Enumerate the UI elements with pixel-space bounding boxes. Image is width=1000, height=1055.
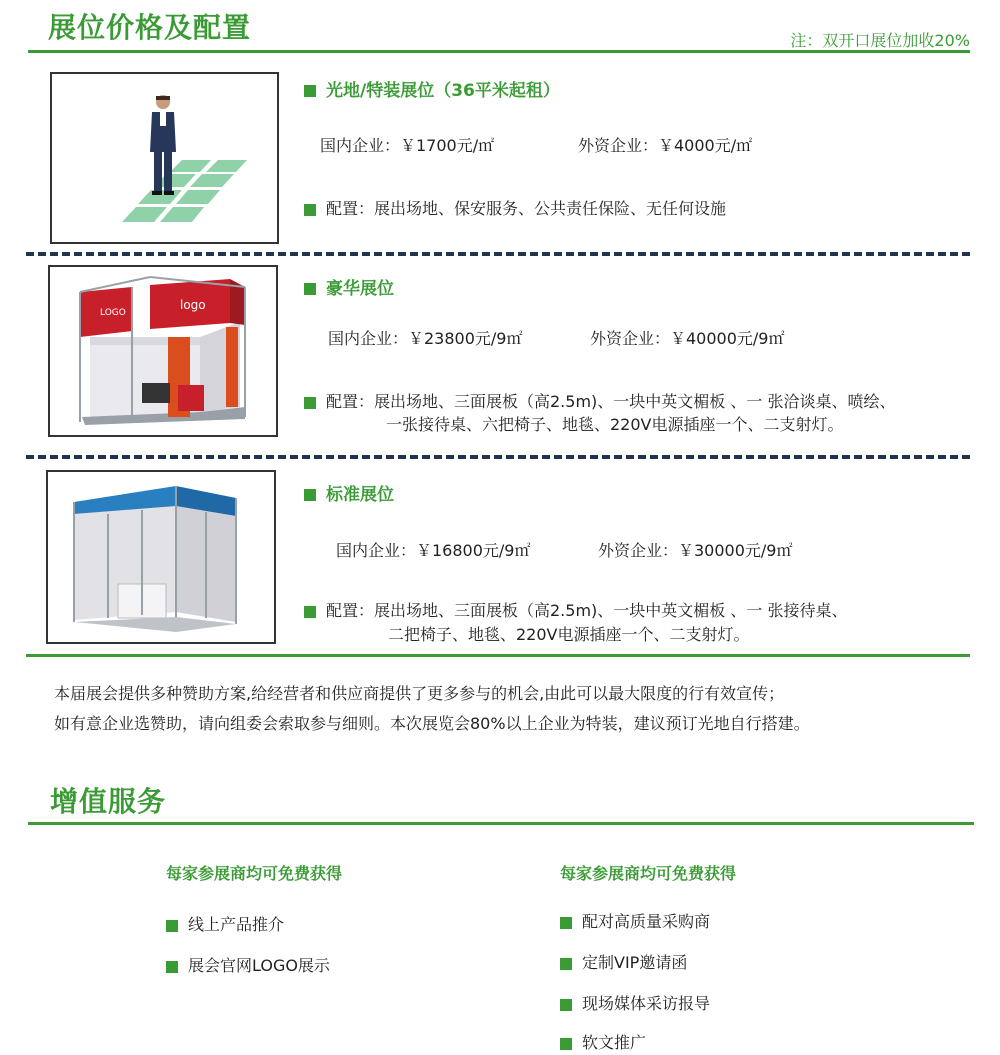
services-right-heading: 每家参展商均可免费获得: [560, 864, 737, 883]
booth-raw-space-title: 光地/特装展位（36平米起租）: [304, 76, 560, 101]
booth-standard-config-line2: 二把椅子、地毯、220V电源插座一个、二支射灯。: [388, 625, 750, 644]
services-title: 增值服务: [50, 785, 167, 818]
bullet-square-icon: [560, 999, 572, 1011]
standard-booth-icon: [48, 472, 274, 642]
standard-booth-image: [46, 470, 276, 644]
service-item: 配对高质量采购商: [560, 909, 710, 932]
bullet-square-icon: [304, 204, 316, 216]
bullet-square-icon: [166, 961, 178, 973]
booth-standard-domestic-price: 国内企业：￥16800元/9㎡: [336, 541, 531, 560]
bullet-square-icon: [304, 606, 316, 618]
service-item: 现场媒体采访报导: [560, 991, 710, 1014]
booth-luxury-domestic-price: 国内企业：￥23800元/9㎡: [328, 329, 523, 348]
bullet-square-icon: [304, 283, 316, 295]
sponsorship-intro-line-2: 如有意企业选赞助，请向组委会索取参与细则。本次展览会80%以上企业为特装，建议预订光地自行搭建。: [54, 714, 810, 733]
service-item: 软文推广: [560, 1030, 646, 1053]
booth-logo-text: LOGO: [100, 308, 126, 318]
services-left-heading: 每家参展商均可免费获得: [166, 864, 343, 883]
bullet-square-icon: [304, 85, 316, 97]
bullet-square-icon: [560, 917, 572, 929]
page-title: 展位价格及配置: [48, 11, 252, 44]
section-divider: [26, 252, 970, 256]
bullet-square-icon: [560, 958, 572, 970]
booth-raw-space-foreign-price: 外资企业：￥4000元/㎡: [578, 136, 753, 155]
booth-luxury-title: 豪华展位: [304, 274, 394, 299]
sponsorship-intro-line-1: 本届展会提供多种赞助方案,给经营者和供应商提供了更多参与的机会,由此可以最大限度的行有效宣传；: [54, 684, 785, 703]
booth-standard-config: 配置：展出场地、三面展板（高2.5m)、一块中英文楣板 、一 张接待桌、: [304, 599, 847, 623]
service-item: 定制VIP邀请函: [560, 950, 687, 973]
bullet-square-icon: [166, 920, 178, 932]
header-rule: [28, 50, 970, 53]
booth-standard-foreign-price: 外资企业：￥30000元/9㎡: [598, 541, 793, 560]
bullet-square-icon: [560, 1038, 572, 1050]
bullet-square-icon: [304, 397, 316, 409]
booth-standard-title: 标准展位: [304, 480, 394, 505]
surcharge-note: 注：双开口展位加收20%: [790, 31, 970, 50]
service-item: 线上产品推介: [166, 912, 284, 935]
person-on-grid-floor-icon: [52, 74, 277, 242]
booths-bottom-rule: [26, 654, 970, 657]
raw-space-booth-image: [50, 72, 279, 244]
section-divider: [26, 455, 970, 459]
booth-luxury-config: 配置：展出场地、三面展板（高2.5m)、一块中英文楣板 、一 张洽谈桌、喷绘、: [304, 390, 895, 414]
booth-logo-text-2: logo: [180, 298, 206, 312]
booth-raw-space-config: 配置：展出场地、保安服务、公共责任保险、无任何设施: [304, 197, 726, 221]
bullet-square-icon: [304, 489, 316, 501]
luxury-booth-icon: [50, 267, 276, 435]
luxury-booth-image: [48, 265, 278, 437]
booth-luxury-config-line2: 一张接待桌、六把椅子、地毯、220V电源插座一个、二支射灯。: [386, 415, 844, 434]
services-rule: [28, 822, 974, 825]
booth-luxury-foreign-price: 外资企业：￥40000元/9㎡: [590, 329, 785, 348]
booth-raw-space-domestic-price: 国内企业：￥1700元/㎡: [320, 136, 495, 155]
service-item: 展会官网LOGO展示: [166, 953, 330, 976]
